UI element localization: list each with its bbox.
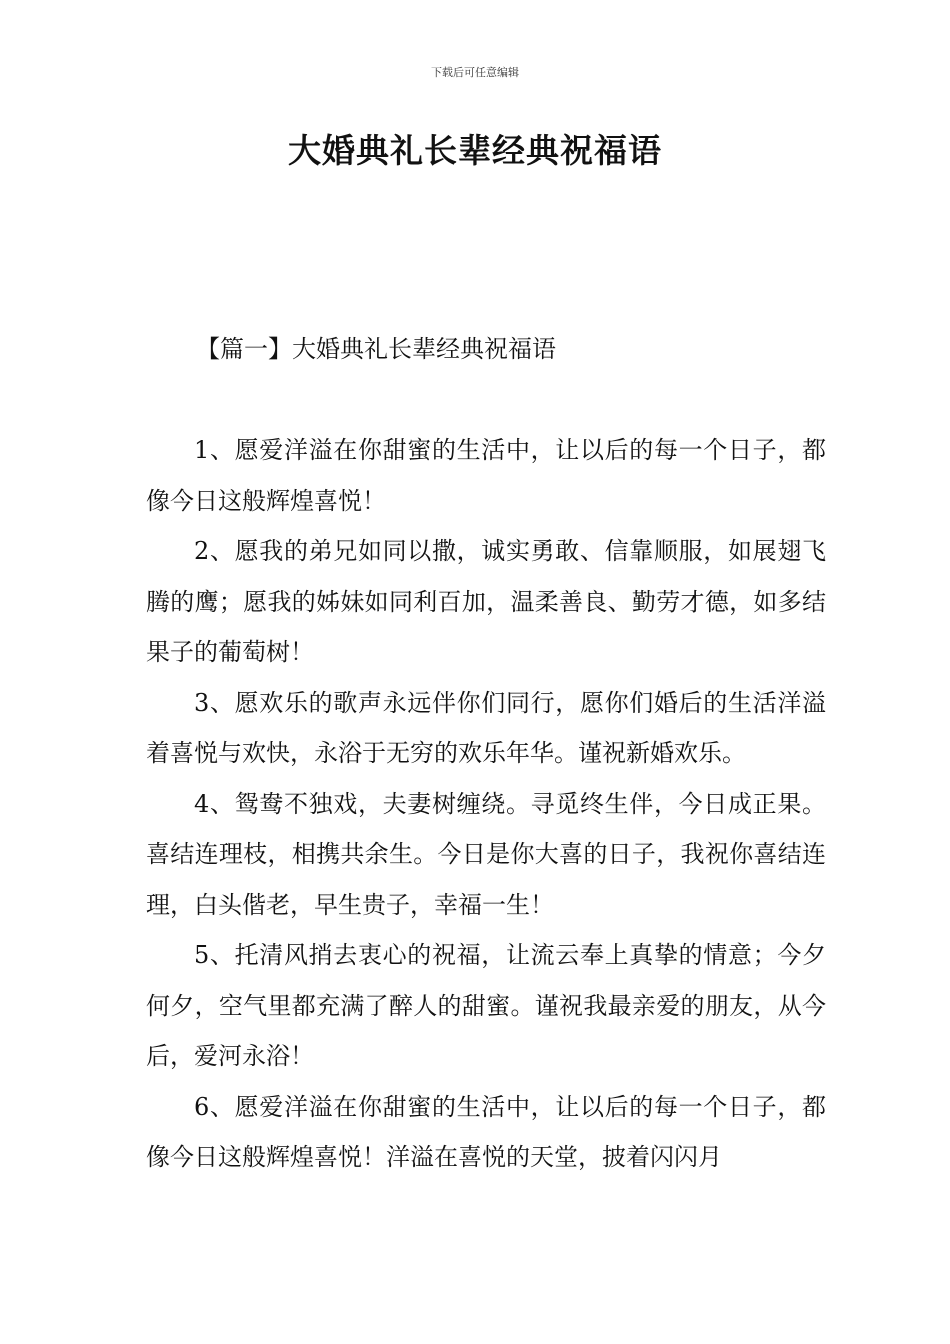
paragraph-1: 1、愿爱洋溢在你甜蜜的生活中，让以后的每一个日子，都像今日这般辉煌喜悦！ <box>146 436 826 515</box>
paragraph-6: 6、愿爱洋溢在你甜蜜的生活中，让以后的每一个日子，都像今日这般辉煌喜悦！洋溢在喜悦的天堂，披着闪闪月 <box>146 1092 826 1171</box>
paragraph-4: 4、鸳鸯不独戏，夫妻树缠绕。寻觅终生伴，今日成正果。喜结连理枝，相携共余生。今日是你大喜的日子，我祝你喜结连理，白头偕老，早生贵子，幸福一生！ <box>146 789 826 919</box>
paragraph-5: 5、托清风捎去衷心的祝福，让流云奉上真挚的情意；今夕何夕，空气里都充满了醉人的甜蜜。谨祝我最亲爱的朋友，从今后，爱河永浴！ <box>146 941 826 1070</box>
document-title: 大婚典礼长辈经典祝福语 <box>288 131 662 170</box>
section-heading: 【篇一】大婚典礼长辈经典祝福语 <box>196 335 556 363</box>
document-body <box>146 425 826 1183</box>
header-note: 下载后可任意编辑 <box>431 66 519 79</box>
paragraph-2: 2、愿我的弟兄如同以撒，诚实勇敢、信靠顺服，如展翅飞腾的鹰；愿我的姊妹如同利百加，温柔善良、勤劳才德，如多结果子的葡萄树！ <box>146 537 826 666</box>
paragraph-3: 3、愿欢乐的歌声永远伴你们同行，愿你们婚后的生活洋溢着喜悦与欢快，永浴于无穷的欢乐年华。谨祝新婚欢乐。 <box>146 688 826 767</box>
